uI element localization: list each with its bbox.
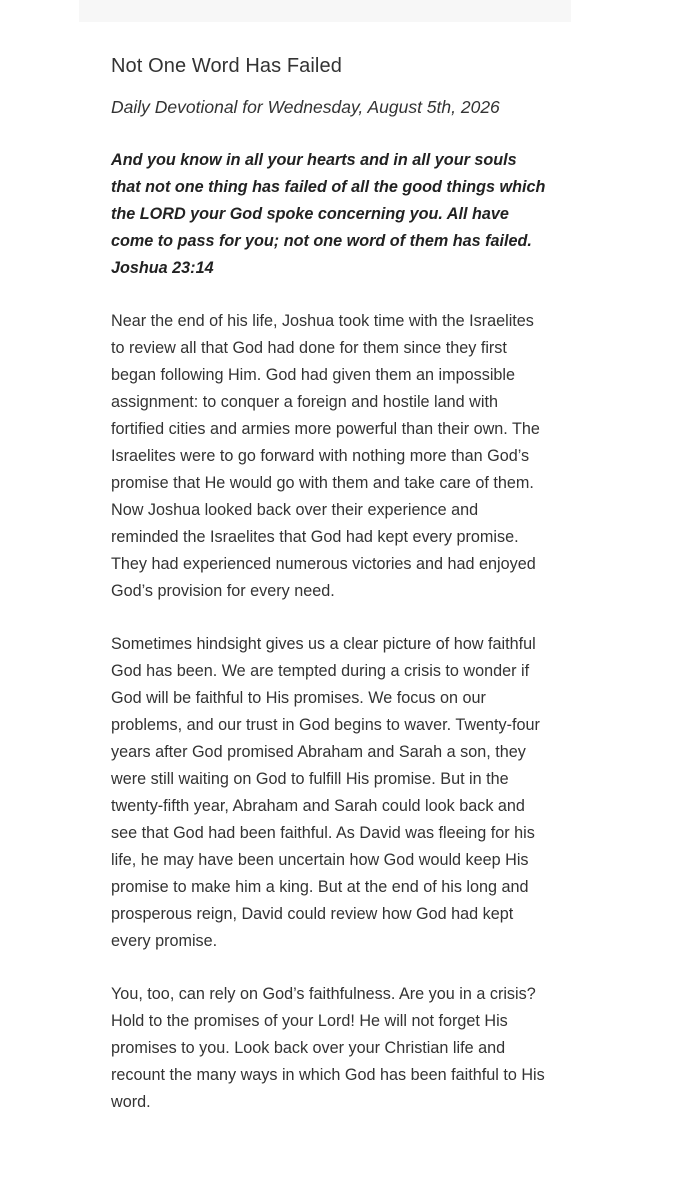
devotional-article xyxy=(111,52,547,1116)
scripture-verse: And you know in all your hearts and in all your souls that not one thing has failed of all the good things which the LORD your God spoke concerning you. All have come to pass for you; not one word of them has failed. Joshua 23:14 xyxy=(111,151,546,277)
header-bar xyxy=(79,0,571,22)
page-title: Not One Word Has Failed xyxy=(111,55,342,77)
body-paragraph-2: Sometimes hindsight gives us a clear picture of how faithful God has been. We are tempted during a crisis to wonder if God will be faithful to His promises. We focus on our problems, and our trust in God begins to waver. Twenty-four years after God promised Abraham and Sarah a son, they were still waiting on God to fulfill His promise. But in the twenty-fifth year, Abraham and Sarah could look back and see that God had been faithful. As David was fleeing for his life, he may have been uncertain how God would keep His promise to make him a king. But at the end of his long and prosperous reign, David could review how God had kept every promise. xyxy=(111,635,540,950)
body-paragraph-1: Near the end of his life, Joshua took time with the Israelites to review all that God had done for them since they first began following Him. God had given them an impossible assignment: to conquer a foreign and hostile land with fortified cities and armies more powerful than their own. The Israelites were to go forward with nothing more than God’s promise that He would go with them and take care of them. Now Joshua looked back over their experience and reminded the Israelites that God had kept every promise. They had experienced numerous victories and had enjoyed God’s provision for every need. xyxy=(111,312,540,600)
body-paragraph-3: You, too, can rely on God’s faithfulness. Are you in a crisis? Hold to the promises of your Lord! He will not forget His promises to you. Look back over your Christian life and recount the many ways in which God has been faithful to His word. xyxy=(111,985,545,1111)
devotional-date: Daily Devotional for Wednesday, August 5th, 2026 xyxy=(111,97,500,117)
